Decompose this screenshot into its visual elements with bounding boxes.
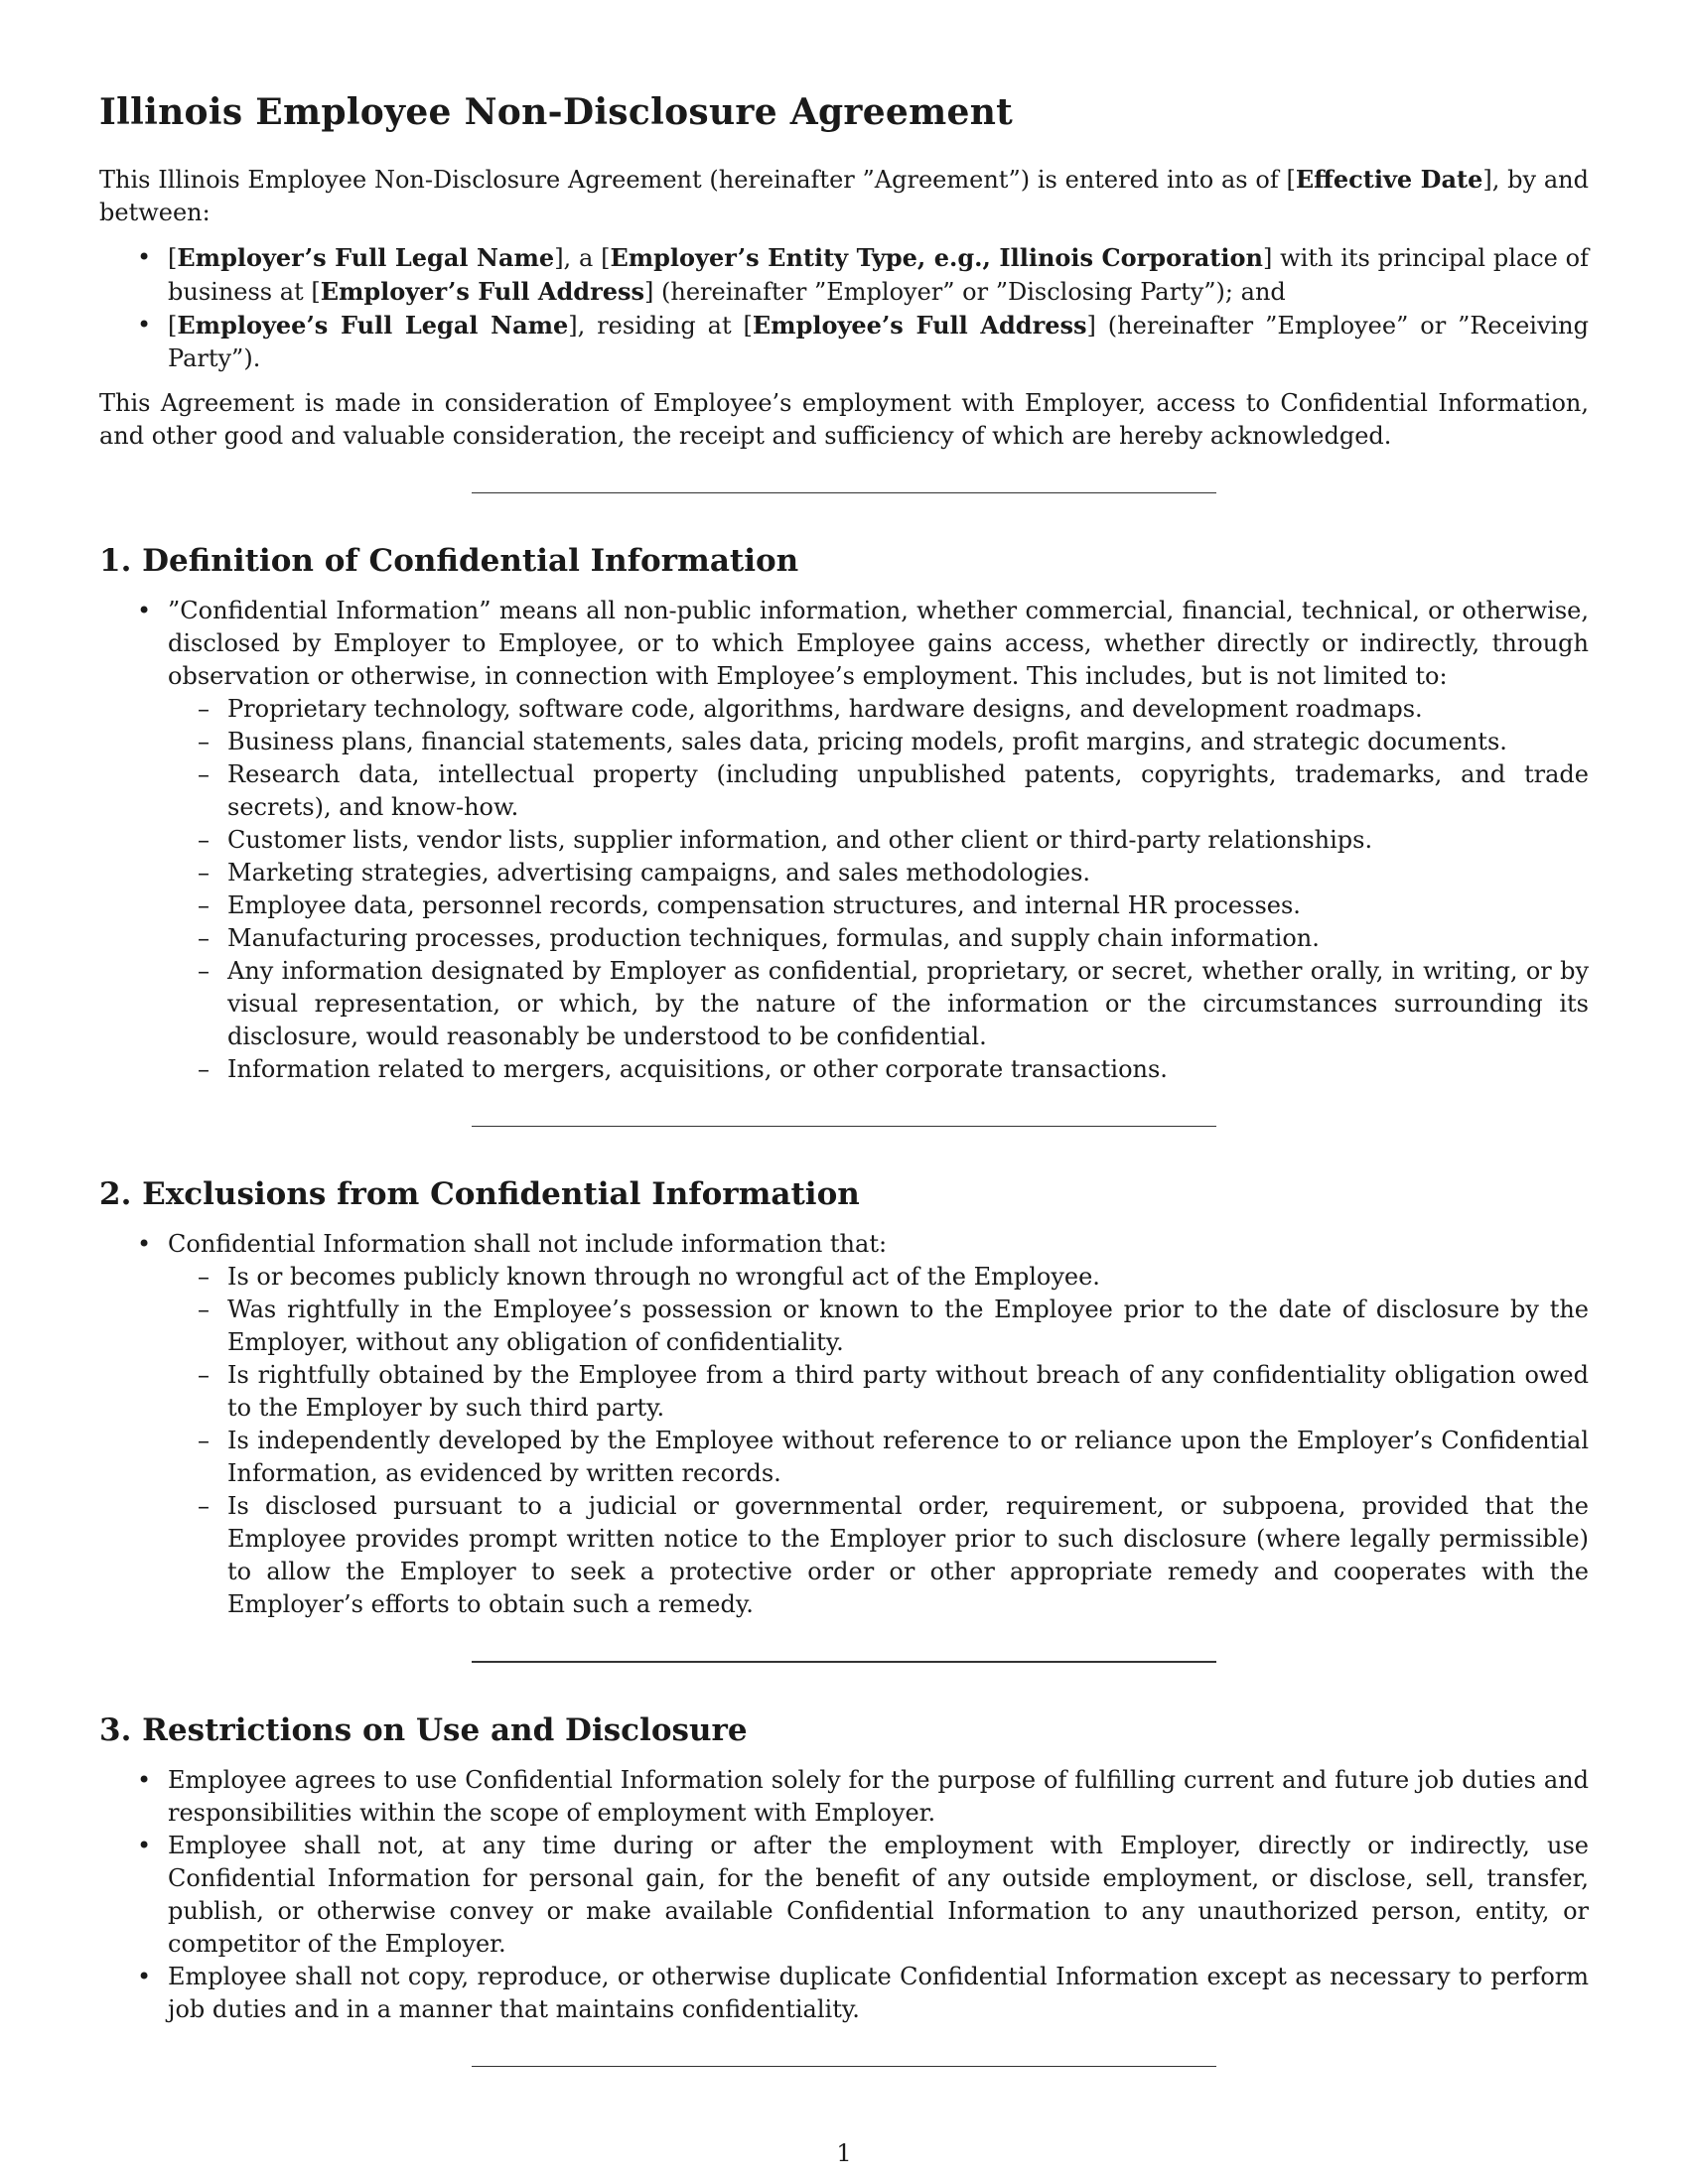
- list-item: – Information related to mergers, acquisitions, or other corporate transactions.: [168, 1053, 1589, 1086]
- list-item: – Was rightfully in the Employee’s possession or known to the Employee prior to the date of disclosure by the Employer, without any obligation of confidentiality.: [168, 1294, 1589, 1359]
- section-divider: [472, 2066, 1216, 2067]
- effective-date-placeholder: Effective Date: [1295, 165, 1483, 194]
- employer-address-placeholder: Employer’s Full Address: [320, 277, 645, 306]
- exclusions-sublist: [168, 1261, 1589, 1621]
- list-item: – Business plans, financial statements, sales data, pricing models, profit margins, and strategic documents.: [168, 726, 1589, 758]
- employer-name-placeholder: Employer’s Full Legal Name: [177, 243, 555, 272]
- party-employee: • [Employee’s Full Legal Name], residing at [Employee’s Full Address] (hereinafter ”Employee” or ”Receiving Party”).: [99, 309, 1589, 375]
- parties-list: [99, 241, 1589, 375]
- intro-paragraph: This Illinois Employee Non-Disclosure Agreement (hereinafter ”Agreement”) is entered into as of [Effective Date], by and between:: [99, 165, 1589, 226]
- section-heading: 3. Restrictions on Use and Disclosure: [99, 1712, 748, 1748]
- list-item: • Employee shall not copy, reproduce, or otherwise duplicate Confidential Information except as necessary to perform job duties and in a manner that maintains confidentiality.: [99, 1961, 1589, 2026]
- definition-sublist: [168, 693, 1589, 1086]
- section-divider: [472, 1661, 1216, 1663]
- section-heading: 2. Exclusions from Confidential Information: [99, 1176, 860, 1212]
- list-item: • Employee agrees to use Confidential Information solely for the purpose of fulfilling current and future job duties and responsibilities within the scope of employment with Employer.: [99, 1764, 1589, 1830]
- document-title: Illinois Employee Non-Disclosure Agreement: [99, 91, 1014, 133]
- section-divider: [472, 1126, 1216, 1127]
- employer-entity-placeholder: Employer’s Entity Type, e.g., Illinois Corporation: [610, 243, 1263, 272]
- section-lead-item: • ”Confidential Information” means all non-public information, whether commercial, financial, technical, or otherwise, disclosed by Employer to Employee, or to which Employee gains access, whether directly or indirectly, through observation or otherwise, in connection with Employee’s employment. This includes, but is not limited to: – Proprietary technology, software code, algorithms, hardware designs, and development roadmaps. – Business plans, financial statements, sales data, pricing models, profit margins, and strategic documents. – Research data, intellectual property (including unpublished patents, copyrights, trademarks, and trade secrets), and know-how. – Customer lists, vendor lists, supplier information, and other client or third-party relationships. – Marketing strategies, advertising campaigns, and sales methodologies. – Employee data, personnel records, compensation structures, and internal HR processes. – Manufacturing processes, production techniques, formulas, and supply chain information. – Any information designated by Employer as confidential, proprietary, or secret, whether orally, in writing, or by visual representation, or which, by the nature of the information or the circumstances surrounding its disclosure, would reasonably be understood to be confidential. – Information related to mergers, acquisitions, or other corporate transactions.: [99, 595, 1589, 1086]
- employee-name-placeholder: Employee’s Full Legal Name: [177, 311, 569, 340]
- list-item: – Is independently developed by the Employee without reference to or reliance upon the Employer’s Confidential Information, as evidenced by written records.: [168, 1425, 1589, 1490]
- list-item: – Is disclosed pursuant to a judicial or governmental order, requirement, or subpoena, provided that the Employee provides prompt written notice to the Employer prior to such disclosure (where legally permissible) to allow the Employer to seek a protective order or other appropriate remedy and cooperates with the Employer’s efforts to obtain such a remedy.: [168, 1490, 1589, 1621]
- list-item: – Is rightfully obtained by the Employee from a third party without breach of any confidentiality obligation owed to the Employer by such third party.: [168, 1359, 1589, 1425]
- section-divider: [472, 492, 1216, 493]
- party-employer: • [Employer’s Full Legal Name], a [Employer’s Entity Type, e.g., Illinois Corporation] with its principal place of business at [Employer’s Full Address] (hereinafter ”Employer” or ”Disclosing Party”); and: [99, 241, 1589, 309]
- document-page: [99, 83, 1589, 2116]
- employee-address-placeholder: Employee’s Full Address: [752, 311, 1087, 340]
- list-item: – Proprietary technology, software code, algorithms, hardware designs, and development roadmaps.: [168, 693, 1589, 726]
- consideration-paragraph: This Agreement is made in consideration of Employee’s employment with Employer, access to Confidential Information, and other good and valuable consideration, the receipt and sufficiency of which are hereby acknowledged.: [99, 389, 1589, 450]
- list-item: – Employee data, personnel records, compensation structures, and internal HR processes.: [168, 889, 1589, 922]
- list-item: – Customer lists, vendor lists, supplier information, and other client or third-party relationships.: [168, 824, 1589, 857]
- section-definition: [99, 543, 1589, 1086]
- list-item: – Any information designated by Employer as confidential, proprietary, or secret, whether orally, in writing, or by visual representation, or which, by the nature of the information or the circumstances surrounding its disclosure, would reasonably be understood to be confidential.: [168, 955, 1589, 1053]
- section-restrictions: [99, 1712, 1589, 2026]
- section-heading: 1. Definition of Confidential Information: [99, 543, 799, 579]
- list-item: – Manufacturing processes, production techniques, formulas, and supply chain information.: [168, 922, 1589, 955]
- list-item: • Employee shall not, at any time during or after the employment with Employer, directly or indirectly, use Confidential Information for personal gain, for the benefit of any outside employment, or disclose, sell, transfer, publish, or otherwise convey or make available Confidential Information to any unauthorized person, entity, or competitor of the Employer.: [99, 1830, 1589, 1961]
- list-item: – Research data, intellectual property (including unpublished patents, copyrights, trademarks, and trade secrets), and know-how.: [168, 758, 1589, 824]
- page-number: 1: [836, 2139, 852, 2167]
- list-item: – Is or becomes publicly known through no wrongful act of the Employee.: [168, 1261, 1589, 1294]
- section-exclusions: [99, 1176, 1589, 1621]
- section-lead-item: • Confidential Information shall not include information that: – Is or becomes publicly known through no wrongful act of the Employee. – Was rightfully in the Employee’s possession or known to the Employee prior to the date of disclosure by the Employer, without any obligation of confidentiality. – Is rightfully obtained by the Employee from a third party without breach of any confidentiality obligation owed to the Employer by such third party. – Is independently developed by the Employee without reference to or reliance upon the Employer’s Confidential Information, as evidenced by written records. – Is disclosed pursuant to a judicial or governmental order, requirement, or subpoena, provided that the Employee provides prompt written notice to the Employer prior to such disclosure (where legally permissible) to allow the Employer to seek a protective order or other appropriate remedy and cooperates with the Employer’s efforts to obtain such a remedy.: [99, 1228, 1589, 1621]
- list-item: – Marketing strategies, advertising campaigns, and sales methodologies.: [168, 857, 1589, 889]
